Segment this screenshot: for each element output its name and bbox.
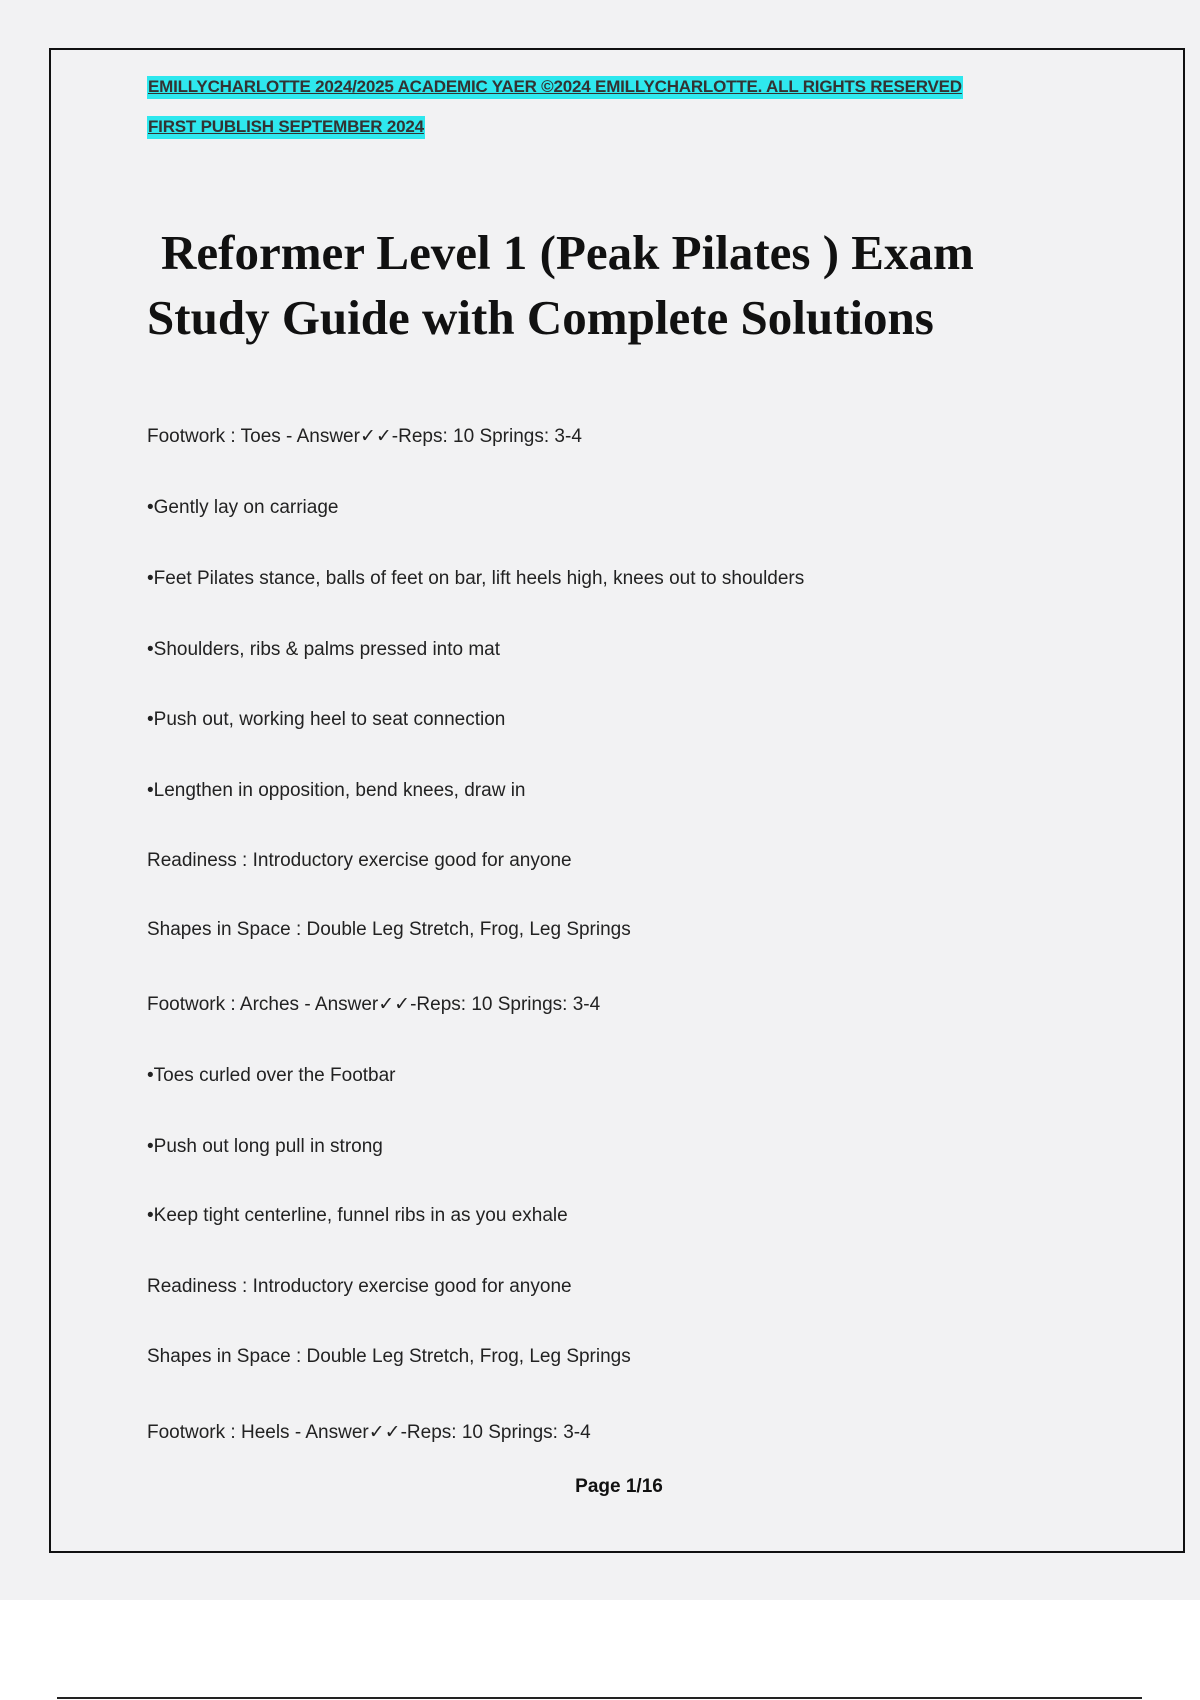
document-title xyxy=(147,220,1107,350)
copyright-header: EMILLYCHARLOTTE 2024/2025 ACADEMIC YAER ©2024 EMILLYCHARLOTTE. ALL RIGHTS RESERVED xyxy=(147,76,963,99)
entry-heading: Footwork : Heels - Answer✓✓-Reps: 10 Springs: 3-4 xyxy=(147,1422,591,1443)
title-line-1: Reformer Level 1 (Peak Pilates ) Exam xyxy=(161,225,974,280)
entry-bullet: •Feet Pilates stance, balls of feet on bar, lift heels high, knees out to shoulders xyxy=(147,568,805,589)
document-page xyxy=(49,48,1185,1553)
publish-date-header: FIRST PUBLISH SEPTEMBER 2024 xyxy=(147,116,425,139)
title-line-2: Study Guide with Complete Solutions xyxy=(147,290,934,345)
page-divider xyxy=(57,1697,1142,1699)
entry-bullet: •Keep tight centerline, funnel ribs in as you exhale xyxy=(147,1205,568,1226)
entry-bullet: •Toes curled over the Footbar xyxy=(147,1065,396,1086)
entry-bullet: •Gently lay on carriage xyxy=(147,497,339,518)
entry-readiness: Readiness : Introductory exercise good for anyone xyxy=(147,1276,572,1297)
entry-shapes-in-space: Shapes in Space : Double Leg Stretch, Frog, Leg Springs xyxy=(147,1346,631,1367)
entry-bullet: •Lengthen in opposition, bend knees, draw in xyxy=(147,780,526,801)
page-number: Page 1/16 xyxy=(575,1476,663,1497)
entry-readiness: Readiness : Introductory exercise good for anyone xyxy=(147,850,572,871)
entry-heading: Footwork : Arches - Answer✓✓-Reps: 10 Springs: 3-4 xyxy=(147,994,601,1015)
entry-bullet: •Push out, working heel to seat connection xyxy=(147,709,506,730)
entry-shapes-in-space: Shapes in Space : Double Leg Stretch, Frog, Leg Springs xyxy=(147,919,631,940)
entry-bullet: •Shoulders, ribs & palms pressed into mat xyxy=(147,639,501,660)
entry-bullet: •Push out long pull in strong xyxy=(147,1136,383,1157)
entry-heading: Footwork : Toes - Answer✓✓-Reps: 10 Springs: 3-4 xyxy=(147,426,582,447)
